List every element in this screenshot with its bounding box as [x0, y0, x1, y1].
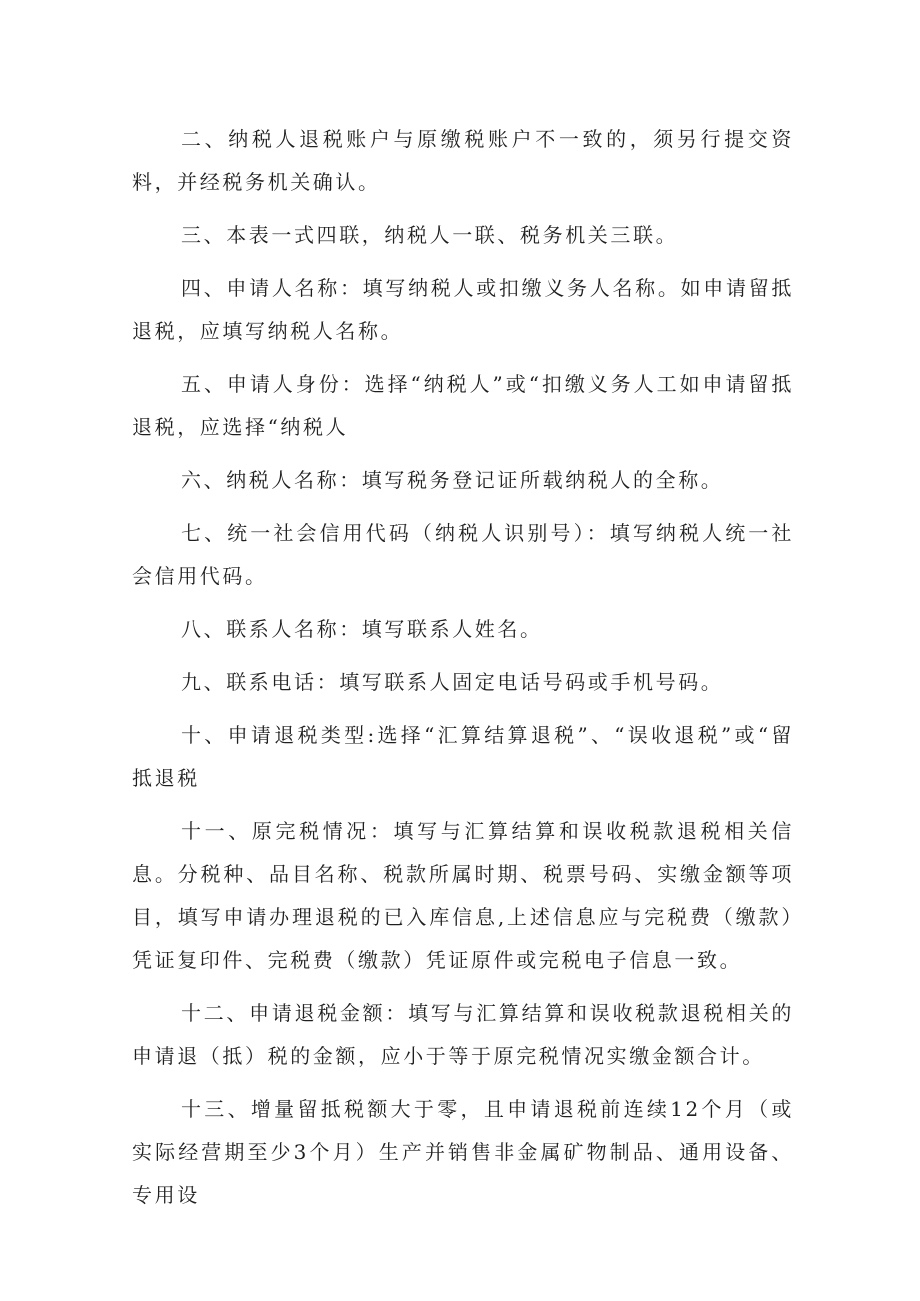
paragraph-8: 八、联系人名称：填写联系人姓名。 [181, 617, 543, 641]
paragraph-6: 六、纳税人名称：填写税务登记证所载纳税人的全称。 [181, 468, 724, 492]
paragraph-10: 十、申请退税类型:选择“汇算结算退税”、“误收退税”或“留抵退税 [132, 723, 794, 790]
paragraph-3: 三、本表一式四联，纳税人一联、税务机关三联。 [181, 223, 679, 247]
paragraph-12: 十二、申请退税金额：填写与汇算结算和误收税款退税相关的申请退（抵）税的金额，应小于等于原完税情况实缴金额合计。 [132, 1001, 794, 1068]
paragraph-7: 七、统一社会信用代码（纳税人识别号）：填写纳税人统一社会信用代码。 [132, 521, 794, 588]
document-body [132, 118, 794, 1227]
paragraph-11: 十一、原完税情况：填写与汇算结算和误收税款退税相关信息。分税种、品目名称、税款所属时期、税票号码、实缴金额等项目，填写申请办理退税的已入库信息,上述信息应与完税费（缴款）凭证复印件、完税费（缴款）凭证原件或完税电子信息一致。 [132, 819, 794, 972]
paragraph-2: 二、纳税人退税账户与原缴税账户不一致的，须另行提交资料，并经税务机关确认。 [132, 127, 794, 194]
paragraph-5: 五、申请人身份：选择“纳税人”或“扣缴义务人工如申请留抵退税，应选择“纳税人 [132, 372, 794, 439]
paragraph-13: 十三、增量留抵税额大于零，且申请退税前连续12个月（或实际经营期至少3个月）生产并销售非金属矿物制品、通用设备、专用设 [132, 1097, 794, 1207]
paragraph-4: 四、申请人名称：填写纳税人或扣缴义务人名称。如申请留抵退税，应填写纳税人名称。 [132, 276, 794, 343]
paragraph-9: 九、联系电话：填写联系人固定电话号码或手机号码。 [181, 670, 724, 694]
